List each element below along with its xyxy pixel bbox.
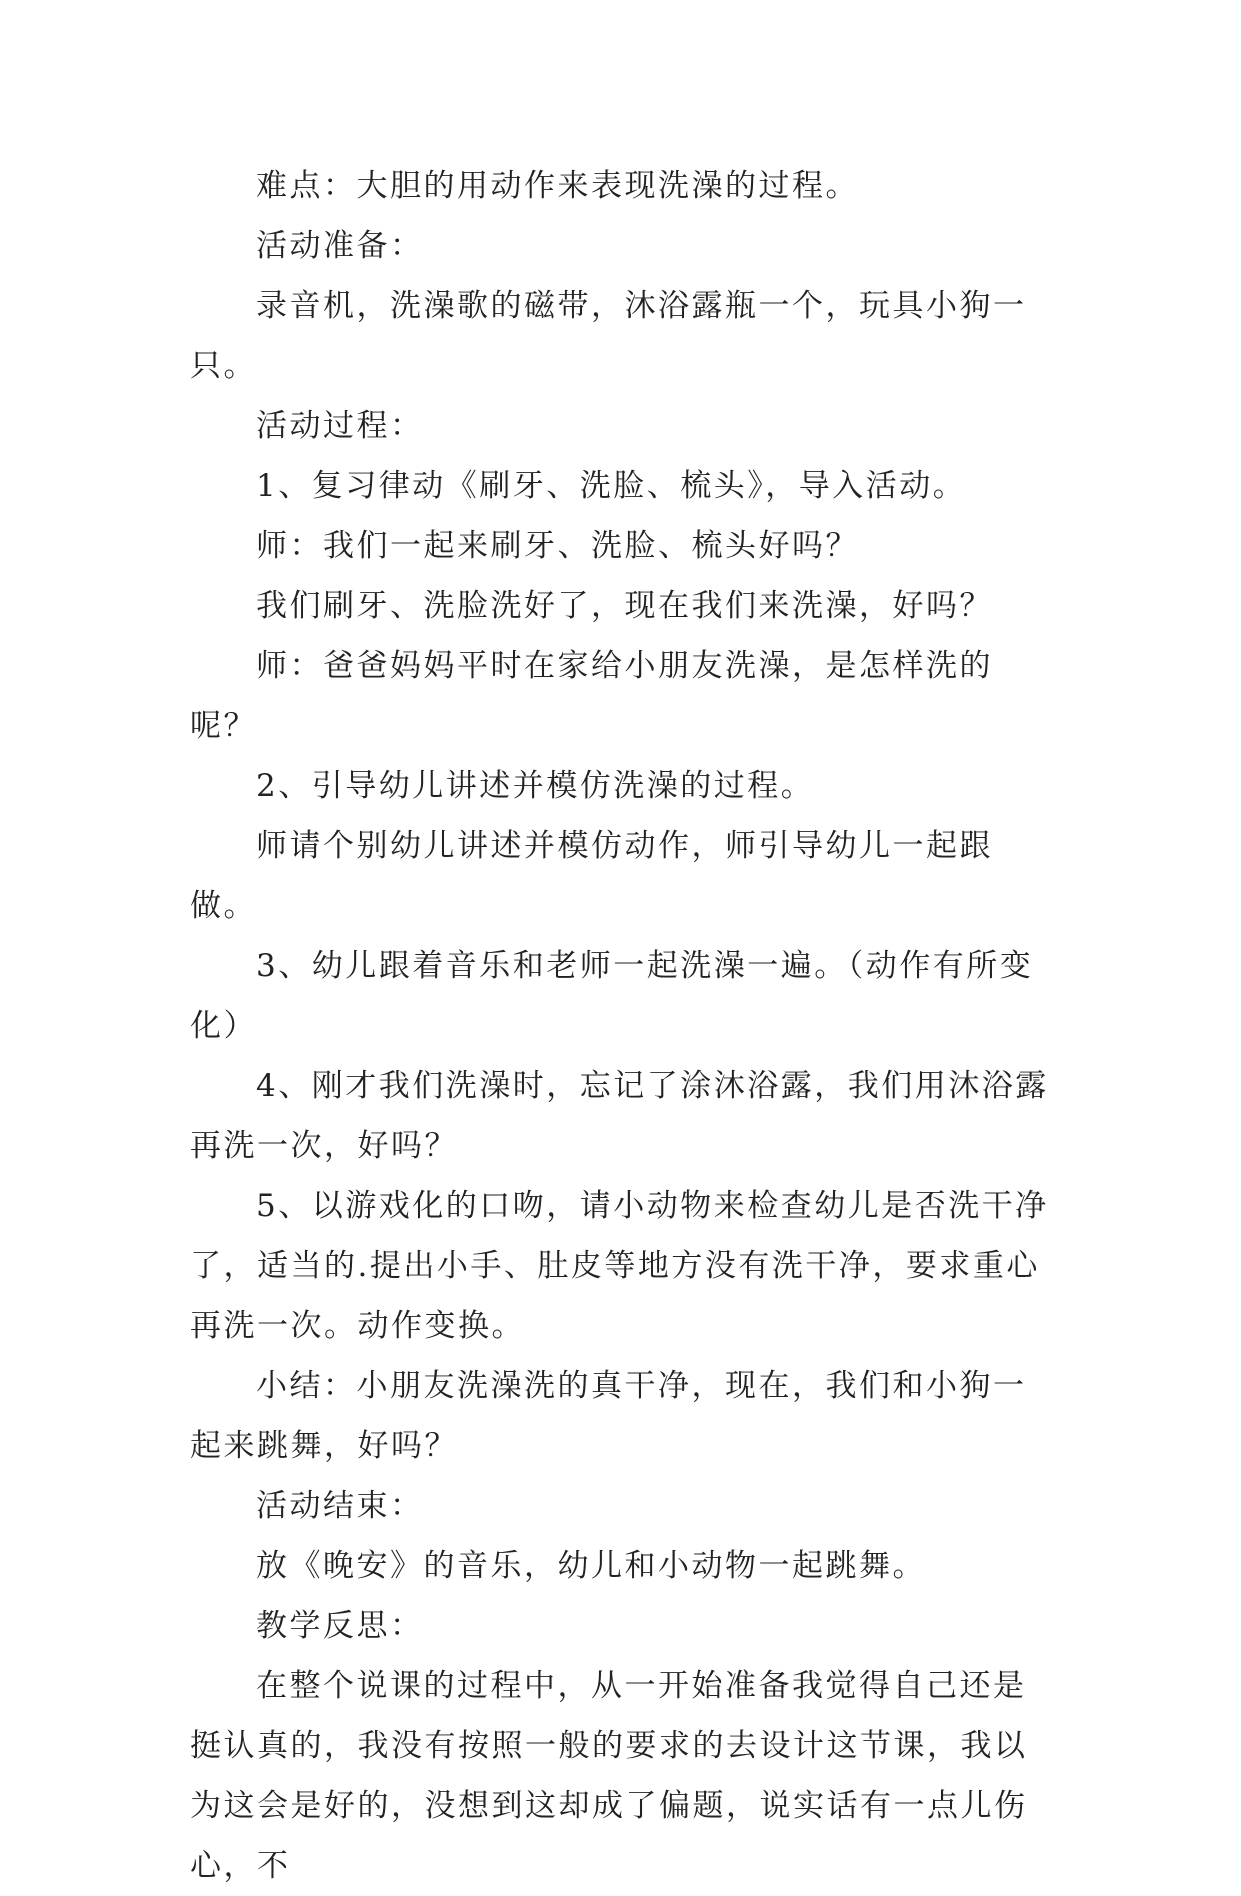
paragraph-summary: 小结：小朋友洗澡洗的真干净，现在，我们和小狗一起来跳舞，好吗？ [190,1368,1027,1464]
paragraph-reflection-heading: 教学反思： [256,1608,424,1644]
paragraph-step-4: 4、刚才我们洗澡时，忘记了涂沐浴露，我们用沐浴露再洗一次，好吗？ [190,1068,1049,1164]
paragraph-preparation-items: 录音机，洗澡歌的磁带，沐浴露瓶一个，玩具小狗一只。 [190,288,1027,384]
paragraph-step-2: 2、引导幼儿讲述并模仿洗澡的过程。 [256,768,815,804]
paragraph-process-heading: 活动过程： [256,408,424,444]
paragraph-teacher-4: 师请个别幼儿讲述并模仿动作，师引导幼儿一起跟做。 [190,828,993,924]
paragraph-end-content: 放《晚安》的音乐，幼儿和小动物一起跳舞。 [256,1548,926,1584]
paragraph-teacher-1: 师：我们一起来刷牙、洗脸、梳头好吗？ [256,528,859,564]
document-body [190,156,1050,1896]
paragraph-reflection-content: 在整个说课的过程中，从一开始准备我觉得自己还是挺认真的，我没有按照一般的要求的去设计这节课，我以为这会是好的，没想到这却成了偏题，说实话有一点儿伤心，不 [190,1668,1028,1884]
paragraph-step-3: 3、幼儿跟着音乐和老师一起洗澡一遍。（动作有所变化） [190,948,1034,1044]
paragraph-preparation-heading: 活动准备： [256,228,424,264]
paragraph-difficulty: 难点：大胆的用动作来表现洗澡的过程。 [256,168,859,204]
paragraph-end-heading: 活动结束： [256,1488,424,1524]
paragraph-step-5: 5、以游戏化的口吻，请小动物来检查幼儿是否洗干净了，适当的.提出小手、肚皮等地方没有洗干净，要求重心再洗一次。动作变换。 [190,1188,1049,1344]
paragraph-step-1: 1、复习律动《刷牙、洗脸、梳头》，导入活动。 [256,468,967,504]
paragraph-teacher-2: 我们刷牙、洗脸洗好了，现在我们来洗澡，好吗？ [256,588,993,624]
paragraph-teacher-3: 师：爸爸妈妈平时在家给小朋友洗澡，是怎样洗的呢？ [190,648,993,744]
